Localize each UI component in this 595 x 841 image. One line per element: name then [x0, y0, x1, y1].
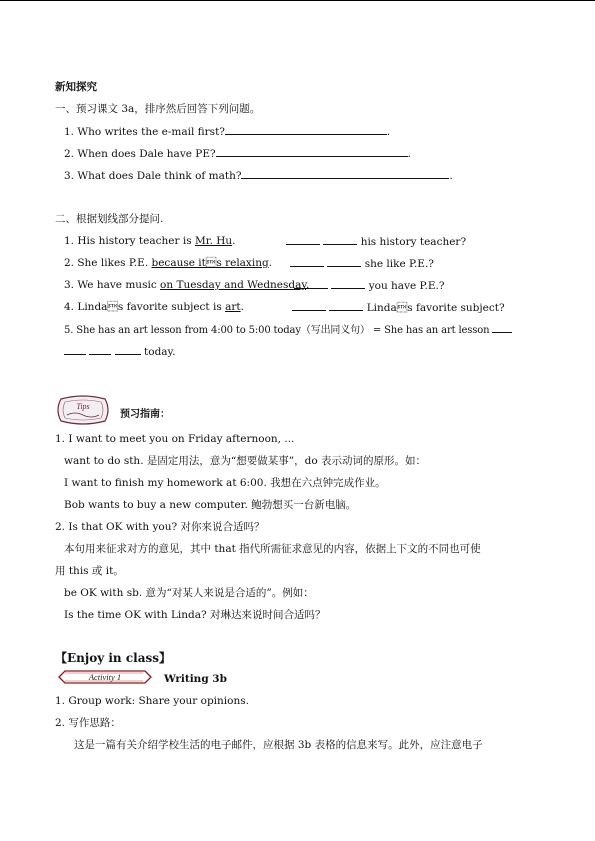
- underlined-part: because its relaxing: [151, 257, 269, 269]
- question-text: 1. Who writes the e-mail first?: [64, 126, 225, 138]
- part2-answer-3: [294, 278, 444, 293]
- part2-question-3: [64, 278, 309, 292]
- part2-question-2: [64, 256, 272, 270]
- part2-question-1: [64, 234, 236, 248]
- answer-blank[interactable]: [492, 322, 512, 333]
- question-text: 2. She likes P.E.: [64, 257, 152, 269]
- answer-blank[interactable]: [331, 278, 365, 289]
- answer-blank[interactable]: [241, 168, 449, 179]
- answer-blank[interactable]: [290, 256, 324, 267]
- period: .: [386, 126, 391, 138]
- guide-line-7: 用 this 或 it。: [55, 565, 124, 577]
- answer-text: you have P.E.?: [368, 280, 445, 292]
- answer-blank[interactable]: [292, 300, 326, 311]
- part1-heading: 一、预习课文 3a，排序然后回答下列问题。: [55, 103, 261, 115]
- part2-question-4: [64, 300, 244, 314]
- part2-question-5-cont: [64, 344, 175, 359]
- part2-heading: 二、根据划线部分提问.: [55, 213, 164, 225]
- part1-question-3: [64, 168, 453, 183]
- question-text: 2. When does Dale have PE?: [64, 148, 216, 160]
- tips-label: Tips: [76, 402, 90, 411]
- enjoy-line-3: 这是一篇有关介绍学校生活的电子邮件，应根据 3b 表格的信息来写。此外，应注意电子: [74, 739, 483, 751]
- answer-blank[interactable]: [225, 124, 387, 135]
- period: .: [232, 235, 236, 247]
- answer-text: today.: [144, 346, 176, 358]
- period: .: [407, 148, 412, 160]
- underlined-part: art: [225, 301, 241, 313]
- part2-answer-2: [290, 256, 434, 271]
- answer-text: his history teacher?: [360, 236, 467, 248]
- guide-line-3: I want to finish my homework at 6:00. 我想在六点钟完成作业。: [64, 477, 386, 489]
- guide-line-1: 1. I want to meet you on Friday afternoon, ...: [55, 433, 295, 445]
- part1-question-2: [64, 146, 411, 161]
- answer-blank[interactable]: [329, 300, 363, 311]
- answer-blank[interactable]: [327, 256, 361, 267]
- guide-line-2: want to do sth. 是固定用法，意为“想要做某事”，do 表示动词的原形。如：: [64, 455, 426, 467]
- guide-line-5: 2. Is that OK with you? 对你来说合适吗？: [55, 521, 265, 533]
- question-text: 5. She has an art lesson from 4:00 to 5:00 today（写出同义句） = She has an art lesson: [64, 325, 490, 336]
- answer-blank[interactable]: [115, 344, 141, 355]
- answer-text: she like P.E.?: [364, 258, 434, 270]
- guide-heading: 预习指南：: [120, 409, 170, 420]
- period: .: [305, 279, 310, 291]
- top-border: [0, 0, 595, 1]
- section-title: 新知探究: [55, 81, 97, 93]
- period: .: [268, 257, 273, 269]
- writing-title: Writing 3b: [164, 673, 227, 685]
- activity-badge-icon: [57, 669, 153, 685]
- period: .: [449, 170, 453, 182]
- part1-question-1: [64, 124, 390, 139]
- part2-answer-1: [286, 234, 466, 249]
- tips-badge-icon: [55, 395, 111, 425]
- answer-blank[interactable]: [286, 234, 320, 245]
- question-text: 3. We have music: [64, 279, 161, 291]
- enjoy-heading: 【Enjoy in class】: [55, 651, 171, 665]
- question-text: 3. What does Dale think of math?: [64, 170, 242, 182]
- activity-label: Activity 1: [88, 672, 122, 682]
- enjoy-line-1: 1. Group work: Share your opinions.: [55, 695, 249, 707]
- guide-line-9: Is the time OK with Linda? 对琳达来说时间合适吗？: [64, 609, 326, 621]
- underlined-part: on Tuesday and Wednesday: [160, 279, 306, 291]
- question-text: 1. His history teacher is: [64, 235, 195, 247]
- period: .: [240, 301, 244, 313]
- answer-blank[interactable]: [216, 146, 408, 157]
- answer-blank[interactable]: [294, 278, 328, 289]
- guide-line-6: 本句用来征求对方的意见，其中 that 指代所需征求意见的内容，依据上下文的不同也可使: [64, 543, 481, 555]
- answer-blank[interactable]: [323, 234, 357, 245]
- question-text: 4. Lindas favorite subject is: [64, 301, 226, 313]
- answer-blank[interactable]: [64, 344, 86, 355]
- part2-question-5: [64, 322, 512, 338]
- part2-answer-4: [292, 300, 505, 315]
- underlined-part: Mr. Hu: [194, 235, 233, 247]
- guide-line-4: Bob wants to buy a new computer. 鲍勃想买一台新电脑。: [64, 499, 357, 511]
- answer-blank[interactable]: [89, 344, 111, 355]
- enjoy-line-2: 2. 写作思路：: [55, 717, 121, 729]
- answer-text: Lindas favorite subject?: [366, 302, 505, 314]
- guide-line-8: be OK with sb. 意为“对某人来说是合适的”。例如：: [64, 587, 314, 599]
